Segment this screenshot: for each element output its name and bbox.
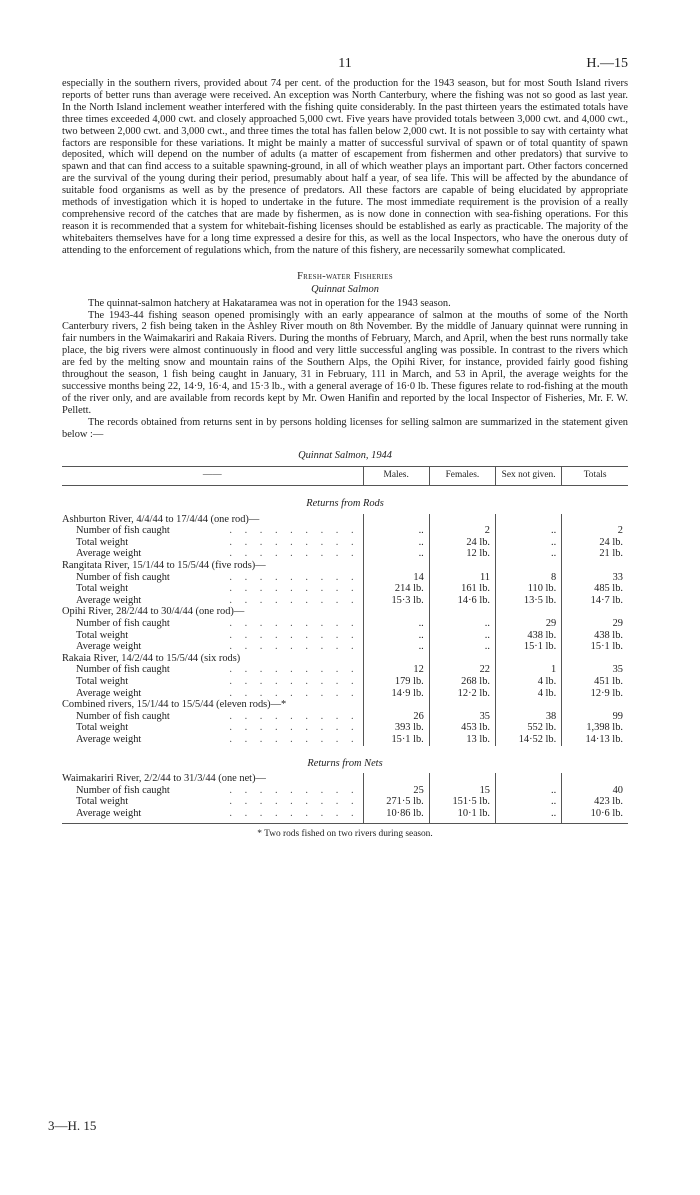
value-cell: 4 lb. — [496, 688, 562, 700]
empty-cell — [562, 560, 628, 572]
value-cell: 485 lb. — [562, 583, 628, 595]
table-row — [62, 583, 628, 595]
table-row — [62, 688, 628, 700]
metric-label: Total weight — [76, 796, 129, 808]
value-cell: 1,398 lb. — [562, 722, 628, 734]
river-row — [62, 514, 628, 526]
table-footnote: * Two rods fished on two rivers during season. — [257, 828, 433, 839]
empty-cell — [496, 606, 562, 618]
metric-label: Average weight — [76, 641, 142, 653]
value-cell: 2 — [562, 525, 628, 537]
metric-label: Average weight — [76, 807, 142, 819]
leader-dots: . . . . . . . . . — [229, 583, 359, 595]
metric-label-cell — [62, 796, 363, 808]
leader-dots: . . . . . . . . . — [229, 722, 359, 734]
table-row — [62, 618, 628, 630]
value-cell: 268 lb. — [429, 676, 495, 688]
value-cell: 14·52 lb. — [496, 734, 562, 746]
river-row — [62, 560, 628, 572]
metric-label-cell — [62, 548, 363, 560]
value-cell: 438 lb. — [562, 630, 628, 642]
value-cell: 35 — [429, 711, 495, 723]
metric-label: Number of fish caught — [76, 525, 170, 537]
value-cell: 14 — [363, 572, 429, 584]
value-cell: 453 lb. — [429, 722, 495, 734]
metric-label: Total weight — [76, 629, 129, 641]
value-cell: 11 — [429, 572, 495, 584]
value-cell: 12·2 lb. — [429, 688, 495, 700]
table-row — [62, 548, 628, 560]
value-cell: 14·13 lb. — [562, 734, 628, 746]
paragraph-hatchery: The quinnat-salmon hatchery at Hakataramea was not in operation for the 1943 season. — [88, 297, 451, 309]
value-cell: 99 — [562, 711, 628, 723]
metric-label-cell — [62, 595, 363, 607]
river-label: Waimakariri River, 2/2/44 to 31/3/44 (one net)— — [62, 773, 266, 785]
value-cell: 10·1 lb. — [429, 808, 495, 823]
value-cell: 214 lb. — [363, 583, 429, 595]
table-row — [62, 595, 628, 607]
value-cell: 271·5 lb. — [363, 796, 429, 808]
metric-label-cell — [62, 525, 363, 537]
value-cell: 552 lb. — [496, 722, 562, 734]
value-cell: .. — [363, 618, 429, 630]
table-caption: Quinnat Salmon, 1944 — [298, 450, 392, 462]
empty-cell — [429, 653, 495, 665]
salmon-returns-table — [62, 466, 628, 823]
value-cell: .. — [496, 808, 562, 823]
value-cell: .. — [363, 641, 429, 653]
value-cell: 4 lb. — [496, 676, 562, 688]
value-cell: 451 lb. — [562, 676, 628, 688]
metric-label: Average weight — [76, 687, 142, 699]
table-row — [62, 808, 628, 823]
value-cell: 179 lb. — [363, 676, 429, 688]
empty-cell — [429, 514, 495, 526]
empty-cell — [562, 653, 628, 665]
column-header-totals: Totals — [562, 467, 628, 486]
river-label: Opihi River, 28/2/44 to 30/4/44 (one rod)— — [62, 606, 245, 618]
table-row — [62, 664, 628, 676]
empty-cell — [429, 560, 495, 572]
table-section-title: Returns from Rods — [306, 498, 384, 510]
blank-column-header: —— — [62, 467, 363, 486]
value-cell: 14·9 lb. — [363, 688, 429, 700]
section-heading: Fresh-water Fisheries — [297, 270, 393, 282]
value-cell: 15 — [429, 785, 495, 797]
river-row — [62, 773, 628, 785]
empty-cell — [429, 606, 495, 618]
value-cell: .. — [429, 630, 495, 642]
value-cell: .. — [363, 548, 429, 560]
value-cell: 35 — [562, 664, 628, 676]
value-cell: 12 lb. — [429, 548, 495, 560]
value-cell: 29 — [562, 618, 628, 630]
value-cell: .. — [363, 630, 429, 642]
page-number: 11 — [338, 56, 352, 71]
empty-cell — [562, 606, 628, 618]
leader-dots: . . . . . . . . . — [229, 796, 359, 808]
leader-dots: . . . . . . . . . — [229, 784, 359, 796]
leader-dots: . . . . . . . . . — [229, 629, 359, 641]
value-cell: 24 lb. — [429, 537, 495, 549]
metric-label-cell — [62, 664, 363, 676]
value-cell: 12·9 lb. — [562, 688, 628, 700]
value-cell: 15·1 lb. — [363, 734, 429, 746]
value-cell: 10·6 lb. — [562, 808, 628, 823]
empty-cell — [429, 699, 495, 711]
value-cell: 15·1 lb. — [562, 641, 628, 653]
table-section-row — [62, 486, 628, 514]
metric-label-cell — [62, 711, 363, 723]
table-section-row — [62, 746, 628, 774]
table-row — [62, 572, 628, 584]
metric-label: Total weight — [76, 536, 129, 548]
metric-label: Total weight — [76, 722, 129, 734]
empty-cell — [363, 773, 429, 785]
document-page — [62, 56, 628, 839]
metric-label: Average weight — [76, 594, 142, 606]
river-label: Rangitata River, 15/1/44 to 15/5/44 (five rods)— — [62, 560, 266, 572]
section-subheading: Quinnat Salmon — [311, 283, 379, 295]
value-cell: .. — [496, 796, 562, 808]
metric-label: Average weight — [76, 548, 142, 560]
value-cell: .. — [496, 525, 562, 537]
table-row — [62, 722, 628, 734]
metric-label-cell — [62, 618, 363, 630]
value-cell: .. — [429, 641, 495, 653]
value-cell: 15·3 lb. — [363, 595, 429, 607]
river-row — [62, 653, 628, 665]
river-label: Rakaia River, 14/2/44 to 15/5/44 (six rods) — [62, 652, 241, 664]
table-row — [62, 785, 628, 797]
metric-label-cell — [62, 572, 363, 584]
metric-label-cell — [62, 641, 363, 653]
table-row — [62, 796, 628, 808]
value-cell: .. — [363, 525, 429, 537]
value-cell: 110 lb. — [496, 583, 562, 595]
document-reference: H.—15 — [586, 56, 628, 71]
metric-label: Number of fish caught — [76, 664, 170, 676]
leader-dots: . . . . . . . . . — [229, 536, 359, 548]
river-row — [62, 699, 628, 711]
value-cell: 423 lb. — [562, 796, 628, 808]
metric-label-cell — [62, 808, 363, 823]
value-cell: 393 lb. — [363, 722, 429, 734]
leader-dots: . . . . . . . . . — [229, 664, 359, 676]
metric-label: Total weight — [76, 675, 129, 687]
empty-cell — [363, 514, 429, 526]
intro-paragraph: especially in the southern rivers, provided about 74 per cent. of the production for the 1943 season, but for most South Island rivers reports of better runs than average were received. An exception was North Canterbury, where the fishing was not so good as last year. In the North Island inclement weather interfered with the fishing quite considerably. In the past thirteen years the estimated totals have three times exceeded 4,000 cwt. and closely approached 5,000 cwt. Five years have provided totals between 3,000 cwt. and 4,000 cwt., two between 2,000 cwt. and 3,000 cwt., and three times the total has fallen below 2,000 cwt. It is not possible to say with certainty what factors are responsible for these variations. It might be mainly a matter of successful survival of spawn or of total quantity of spawn deposited, which will depend on the number of adults (a matter of escapement from fishermen and other predators) that survive to spawn and that can find access to a suitable spawning-ground, in all of which weather plays an important part. Other factors concerned are the survival of the young during their period, presumably about half a year, of sea life. This will be affected by the abundance of suitable food organisms as well as by the presence of predators. All these factors are capable of being elucidated by appropriate methods of investigation which it is hoped to undertake in the future. The most immediate requirement is the provision of a really comprehensive record of the catches that are made by fishermen, as is now done in connection with sea-fishing operations. For this reason it is recommended that a system for whitebait-fishing licenses should be established as early as practicable. The majority of the whitebaiters themselves have for a long time expressed a desire for this, as well as the local Inspectors, who have the onerous duty of attending to the enforcement of regulations which, from the nature of this fishery, are necessarily somewhat complicated. — [62, 78, 628, 256]
value-cell: 22 — [429, 664, 495, 676]
table-section-title: Returns from Nets — [307, 757, 383, 769]
table-row — [62, 711, 628, 723]
metric-label-cell — [62, 630, 363, 642]
table-body — [62, 486, 628, 823]
value-cell: 10·86 lb. — [363, 808, 429, 823]
column-header-sex-not-given: Sex not given. — [496, 467, 562, 486]
value-cell: 29 — [496, 618, 562, 630]
empty-cell — [496, 514, 562, 526]
empty-cell — [496, 653, 562, 665]
table-row — [62, 630, 628, 642]
value-cell: 161 lb. — [429, 583, 495, 595]
value-cell: 14·6 lb. — [429, 595, 495, 607]
metric-label-cell — [62, 676, 363, 688]
leader-dots: . . . . . . . . . — [229, 618, 359, 629]
value-cell: 1 — [496, 664, 562, 676]
table-row — [62, 641, 628, 653]
leader-dots: . . . . . . . . . — [229, 571, 359, 583]
value-cell: 24 lb. — [562, 537, 628, 549]
table-row — [62, 525, 628, 537]
value-cell: 38 — [496, 711, 562, 723]
value-cell: 13 lb. — [429, 734, 495, 746]
table-header-row — [62, 467, 628, 486]
empty-cell — [562, 514, 628, 526]
value-cell: 40 — [562, 785, 628, 797]
empty-cell — [363, 699, 429, 711]
table-row — [62, 734, 628, 746]
value-cell: 33 — [562, 572, 628, 584]
value-cell: 21 lb. — [562, 548, 628, 560]
column-header-females: Females. — [429, 467, 495, 486]
river-label: Ashburton River, 4/4/44 to 17/4/44 (one rod)— — [62, 513, 260, 525]
value-cell: .. — [363, 537, 429, 549]
empty-cell — [496, 773, 562, 785]
value-cell: .. — [496, 785, 562, 797]
leader-dots: . . . . . . . . . — [229, 525, 359, 537]
leader-dots: . . . . . . . . . — [229, 687, 359, 699]
value-cell: .. — [496, 548, 562, 560]
value-cell: 151·5 lb. — [429, 796, 495, 808]
value-cell: 15·1 lb. — [496, 641, 562, 653]
paragraph-season: The 1943-44 fishing season opened promisingly with an early appearance of salmon at the mouths of some of the North Canterbury rivers, 2 fish being taken in the Ashley River mouth on 8th November. By the middle of January quinnat were running in fair numbers in the Waimakariri and Rakaia Rivers. During the months of February, March, and April, when the best runs normally take place, the big rivers were almost continuously in flood and very little successful angling was possible. In contrast to the rivers which are fed by the melting snow and mountain rains of the Southern Alps, the Opihi River, for instance, provided fairly good fishing throughout the season, 1 fish being caught in January, 31 in February, 111 in March, and 53 in April, the average weights for the successive months being 22, 14·9, 16·4, and 15·3 lb., with a general average of 16·0 lb. These figures relate to rod-fishing at the mouth of the river only, and are available from records kept by Mr. Owen Hanifin and reported by the local Inspector of Fisheries, Mr. F. W. Pellett. — [62, 309, 628, 416]
value-cell: .. — [429, 618, 495, 630]
value-cell: 12 — [363, 664, 429, 676]
leader-dots: . . . . . . . . . — [229, 594, 359, 606]
metric-label: Number of fish caught — [76, 710, 170, 722]
value-cell: 26 — [363, 711, 429, 723]
leader-dots: . . . . . . . . . — [229, 710, 359, 722]
page-header — [62, 56, 628, 78]
metric-label-cell — [62, 583, 363, 595]
empty-cell — [562, 773, 628, 785]
footer-reference: 3—H. 15 — [48, 1118, 97, 1133]
metric-label: Number of fish caught — [76, 618, 170, 629]
value-cell: 2 — [429, 525, 495, 537]
empty-cell — [496, 560, 562, 572]
leader-dots: . . . . . . . . . — [229, 733, 359, 745]
value-cell: 438 lb. — [496, 630, 562, 642]
river-row — [62, 606, 628, 618]
empty-cell — [496, 699, 562, 711]
metric-label: Average weight — [76, 733, 142, 745]
metric-label: Total weight — [76, 583, 129, 595]
metric-label-cell — [62, 722, 363, 734]
leader-dots: . . . . . . . . . — [229, 548, 359, 560]
metric-label-cell — [62, 734, 363, 746]
metric-label-cell — [62, 537, 363, 549]
empty-cell — [429, 773, 495, 785]
metric-label-cell — [62, 785, 363, 797]
metric-label-cell — [62, 688, 363, 700]
table-row — [62, 676, 628, 688]
leader-dots: . . . . . . . . . — [229, 641, 359, 653]
value-cell: 14·7 lb. — [562, 595, 628, 607]
leader-dots: . . . . . . . . . — [229, 675, 359, 687]
empty-cell — [562, 699, 628, 711]
leader-dots: . . . . . . . . . — [229, 807, 359, 819]
empty-cell — [363, 653, 429, 665]
empty-cell — [363, 560, 429, 572]
empty-cell — [363, 606, 429, 618]
river-label: Combined rivers, 15/1/44 to 15/5/44 (eleven rods)—* — [62, 699, 287, 711]
column-header-males: Males. — [363, 467, 429, 486]
value-cell: 13·5 lb. — [496, 595, 562, 607]
metric-label: Number of fish caught — [76, 784, 170, 796]
paragraph-records: The records obtained from returns sent in by persons holding licenses for selling salmon are summarized in the statement given below :— — [62, 416, 628, 440]
metric-label: Number of fish caught — [76, 571, 170, 583]
value-cell: 8 — [496, 572, 562, 584]
table-row — [62, 537, 628, 549]
value-cell: .. — [496, 537, 562, 549]
value-cell: 25 — [363, 785, 429, 797]
